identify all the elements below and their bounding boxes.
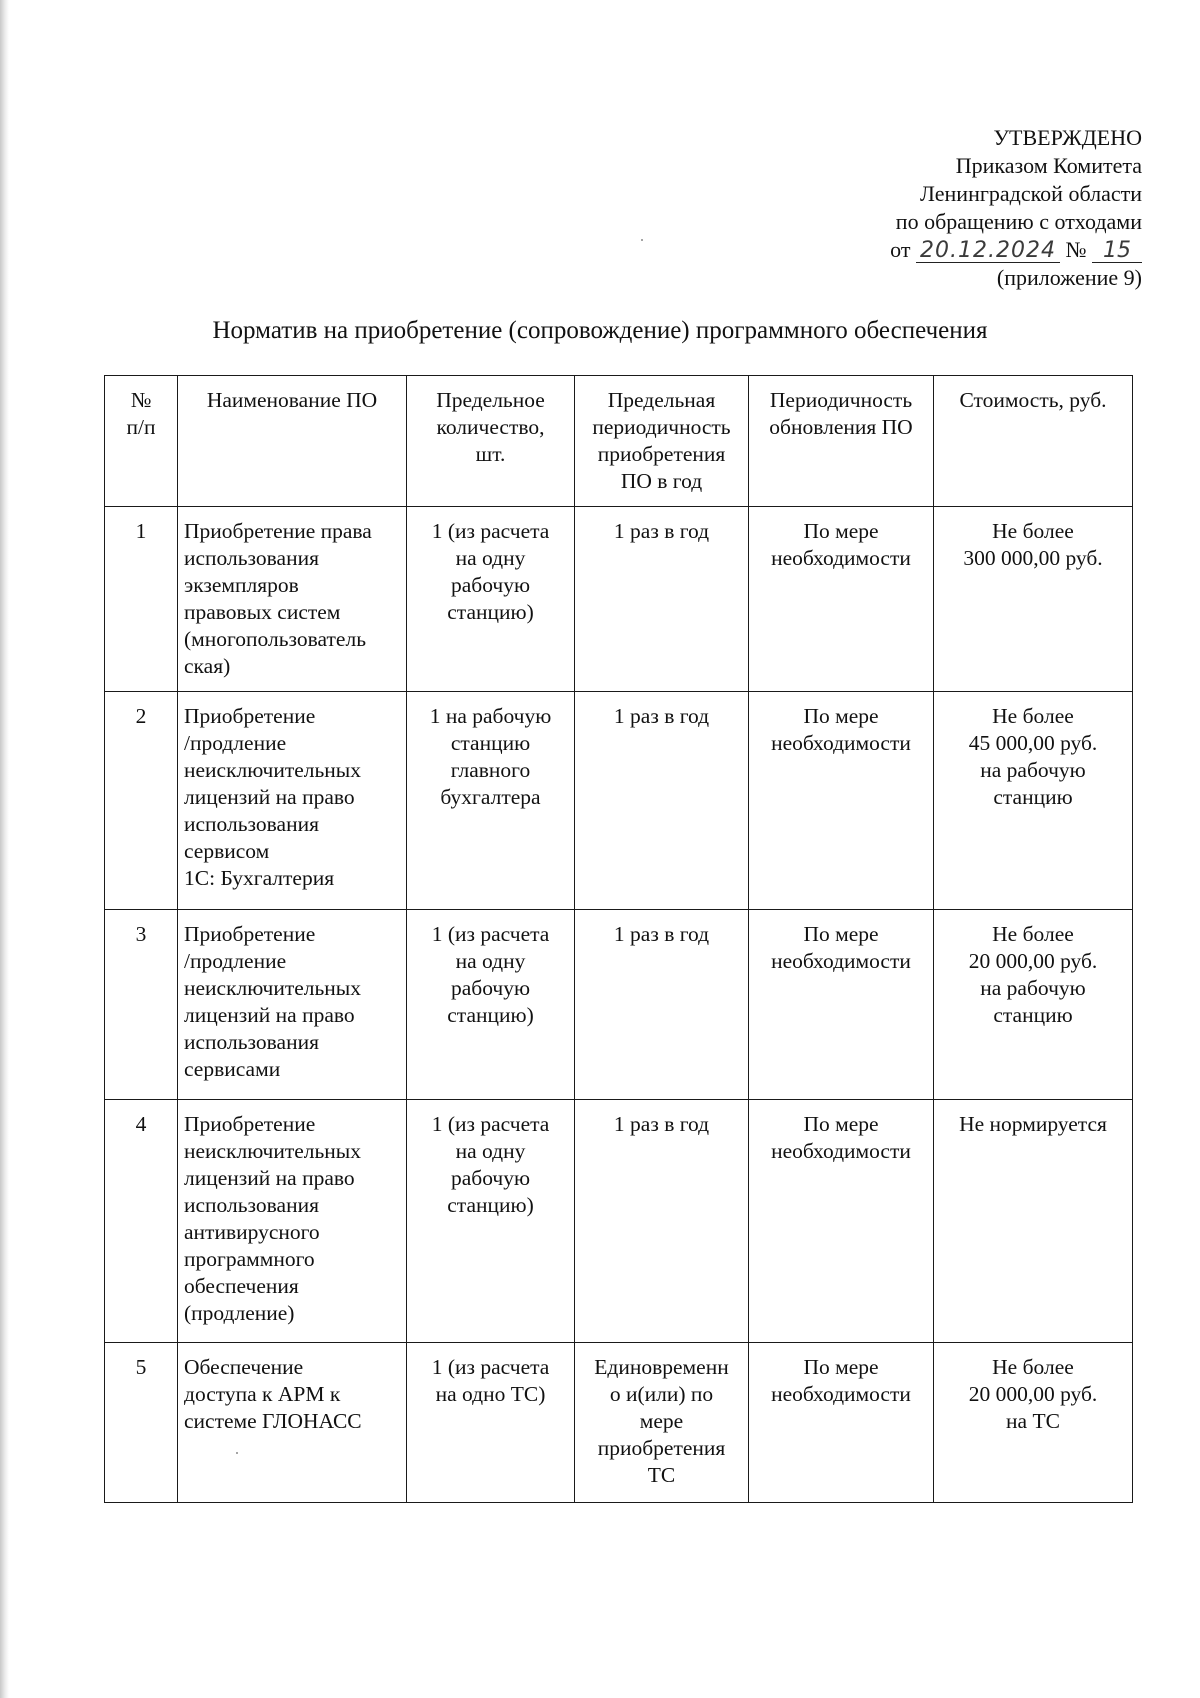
approval-line: Приказом Комитета	[955, 153, 1142, 178]
date-prefix: от	[890, 237, 911, 262]
cell-update-period: По мере необходимости	[749, 507, 934, 692]
header-update-period: Периодичность обновления ПО	[749, 376, 934, 507]
cell-update-period: По мере необходимости	[749, 910, 934, 1100]
cell-name: Приобретение /продление неисключительных лицензий на право использования сервисом 1С: Бухгалтерия	[178, 692, 407, 910]
cell-name: Приобретение /продление неисключительных лицензий на право использования сервисами	[178, 910, 407, 1100]
header-quantity: Предельное количество, шт.	[407, 376, 575, 507]
approval-heading: УТВЕРЖДЕНО	[993, 125, 1142, 150]
handwritten-number: 15	[1092, 240, 1142, 263]
cell-quantity: 1 (из расчета на одну рабочую станцию)	[407, 507, 575, 692]
cell-number: 2	[105, 692, 178, 910]
cell-update-period: По мере необходимости	[749, 692, 934, 910]
table-row	[105, 507, 1133, 692]
cell-purchase-period: 1 раз в год	[575, 507, 749, 692]
approval-block	[722, 124, 1142, 292]
cell-quantity: 1 на рабочую станцию главного бухгалтера	[407, 692, 575, 910]
approval-date-row	[722, 236, 1142, 264]
cell-name: Обеспечение доступа к АРМ к системе ГЛОНАСС	[178, 1343, 407, 1503]
cell-cost: Не нормируется	[934, 1100, 1133, 1343]
appendix-label: (приложение 9)	[996, 265, 1142, 290]
scan-edge	[0, 0, 9, 1698]
header-cost: Стоимость, руб.	[934, 376, 1133, 507]
cell-cost: Не более 45 000,00 руб. на рабочую станцию	[934, 692, 1133, 910]
cell-number: 1	[105, 507, 178, 692]
cell-number: 4	[105, 1100, 178, 1343]
cell-number: 5	[105, 1343, 178, 1503]
cell-name: Приобретение права использования экземпляров правовых систем (многопользователь ская)	[178, 507, 407, 692]
table-row	[105, 1343, 1133, 1503]
cell-number: 3	[105, 910, 178, 1100]
cell-purchase-period: 1 раз в год	[575, 910, 749, 1100]
header-name: Наименование ПО	[178, 376, 407, 507]
header-purchase-period: Предельная периодичность приобретения ПО в год	[575, 376, 749, 507]
document-title: Норматив на приобретение (сопровождение) программного обеспечения	[212, 317, 988, 344]
approval-line: по обращению с отходами	[895, 209, 1142, 234]
cell-purchase-period: 1 раз в год	[575, 692, 749, 910]
scan-speck	[641, 239, 643, 241]
cell-update-period: По мере необходимости	[749, 1343, 934, 1503]
cell-quantity: 1 (из расчета на одну рабочую станцию)	[407, 910, 575, 1100]
cell-quantity: 1 (из расчета на одно ТС)	[407, 1343, 575, 1503]
cell-update-period: По мере необходимости	[749, 1100, 934, 1343]
table-row	[105, 910, 1133, 1100]
table-header-row	[105, 376, 1133, 507]
table-row	[105, 692, 1133, 910]
cell-cost: Не более 20 000,00 руб. на ТС	[934, 1343, 1133, 1503]
cell-cost: Не более 300 000,00 руб.	[934, 507, 1133, 692]
header-number: № п/п	[105, 376, 178, 507]
handwritten-date: 20.12.2024	[916, 240, 1060, 263]
number-prefix: №	[1065, 237, 1087, 262]
cell-name: Приобретение неисключительных лицензий на право использования антивирусного программного обеспечения (продление)	[178, 1100, 407, 1343]
cell-quantity: 1 (из расчета на одну рабочую станцию)	[407, 1100, 575, 1343]
norm-table	[104, 375, 1133, 1503]
cell-purchase-period: 1 раз в год	[575, 1100, 749, 1343]
approval-line: Ленинградской области	[920, 181, 1142, 206]
cell-purchase-period: Единовременн о и(или) по мере приобретения ТС	[575, 1343, 749, 1503]
cell-cost: Не более 20 000,00 руб. на рабочую станцию	[934, 910, 1133, 1100]
table-row	[105, 1100, 1133, 1343]
